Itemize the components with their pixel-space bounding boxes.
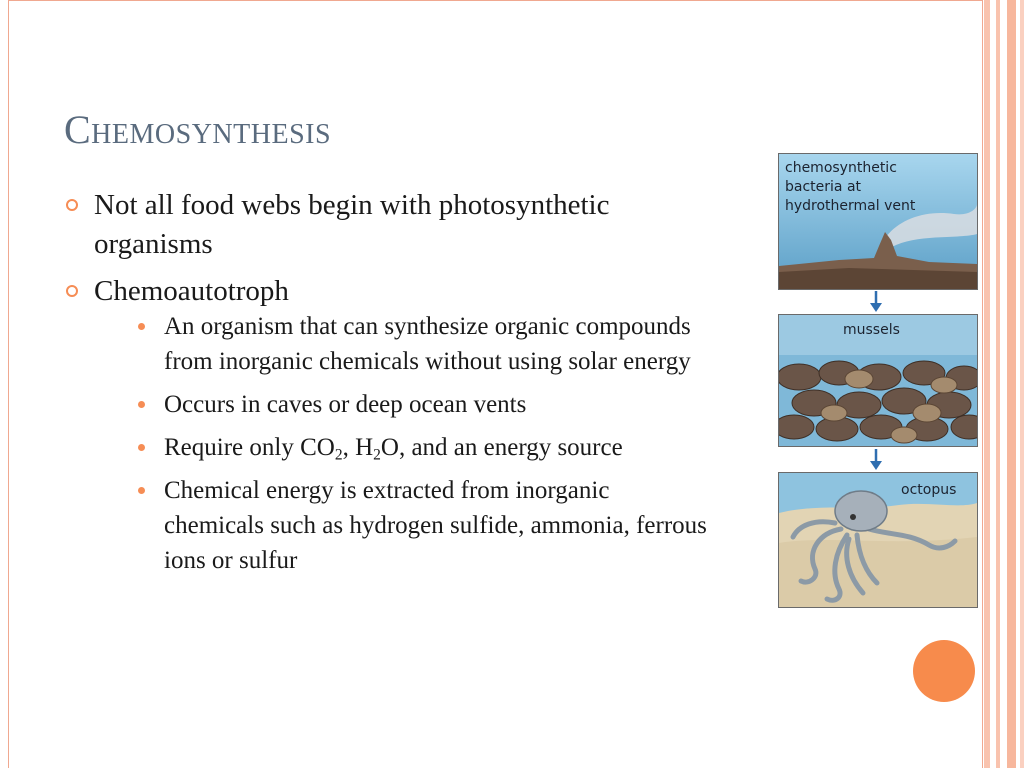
vent-label-line: hydrothermal vent bbox=[785, 198, 916, 214]
frame-top-line bbox=[8, 0, 983, 1]
sub-bullet-text: Occurs in caves or deep ocean vents bbox=[164, 391, 527, 418]
sub-bullet-list bbox=[94, 309, 714, 578]
down-arrow-icon bbox=[869, 449, 883, 471]
bullet-text: Chemoautotroph bbox=[94, 275, 289, 307]
vent-panel bbox=[778, 153, 978, 290]
subscript: 2 bbox=[334, 446, 343, 464]
sub-bullet-text bbox=[164, 434, 623, 464]
ring-bullet-icon bbox=[66, 199, 78, 211]
sub-bullet-text: An organism that can synthesize organic compounds from inorganic chemicals without using solar energy bbox=[164, 313, 691, 375]
decor-stripe bbox=[996, 0, 1000, 768]
bullet-text: Not all food webs begin with photosynthetic organisms bbox=[94, 189, 610, 260]
dot-bullet-icon bbox=[138, 323, 145, 330]
sub-bullet-item bbox=[94, 473, 714, 578]
decor-stripe bbox=[1020, 0, 1024, 768]
mussels-label: mussels bbox=[843, 322, 900, 338]
octopus-panel bbox=[778, 472, 978, 608]
text-part: O, and an energy source bbox=[380, 434, 623, 461]
frame-left-line bbox=[8, 0, 9, 768]
text-part: , H bbox=[342, 434, 374, 461]
bullet-item bbox=[64, 186, 714, 264]
octopus-label: octopus bbox=[901, 482, 957, 498]
bullet-item bbox=[64, 272, 714, 578]
subscript: 2 bbox=[373, 446, 381, 464]
dot-bullet-icon bbox=[138, 487, 145, 494]
food-chain-figure bbox=[778, 153, 978, 608]
dot-bullet-icon bbox=[138, 444, 145, 451]
decor-stripe bbox=[1007, 0, 1016, 768]
sub-bullet-text: Chemical energy is extracted from inorganic chemicals such as hydrogen sulfide, ammonia, ferrous ions or sulfur bbox=[164, 477, 707, 574]
bullet-list bbox=[64, 186, 714, 586]
ring-bullet-icon bbox=[66, 285, 78, 297]
slide-title: Chemosynthesis bbox=[64, 107, 332, 152]
frame-right-line bbox=[982, 0, 983, 768]
mussels-panel bbox=[778, 314, 978, 447]
decor-stripe bbox=[984, 0, 990, 768]
decor-orange-circle bbox=[913, 640, 975, 702]
down-arrow-icon bbox=[869, 291, 883, 313]
dot-bullet-icon bbox=[138, 401, 145, 408]
sub-bullet-item bbox=[94, 387, 714, 422]
sub-bullet-item bbox=[94, 430, 714, 465]
text-part: Require only CO bbox=[164, 434, 335, 461]
vent-label-line: bacteria at bbox=[785, 179, 862, 195]
sub-bullet-item bbox=[94, 309, 714, 379]
vent-label-line: chemosynthetic bbox=[785, 160, 897, 176]
vent-label bbox=[785, 159, 915, 216]
